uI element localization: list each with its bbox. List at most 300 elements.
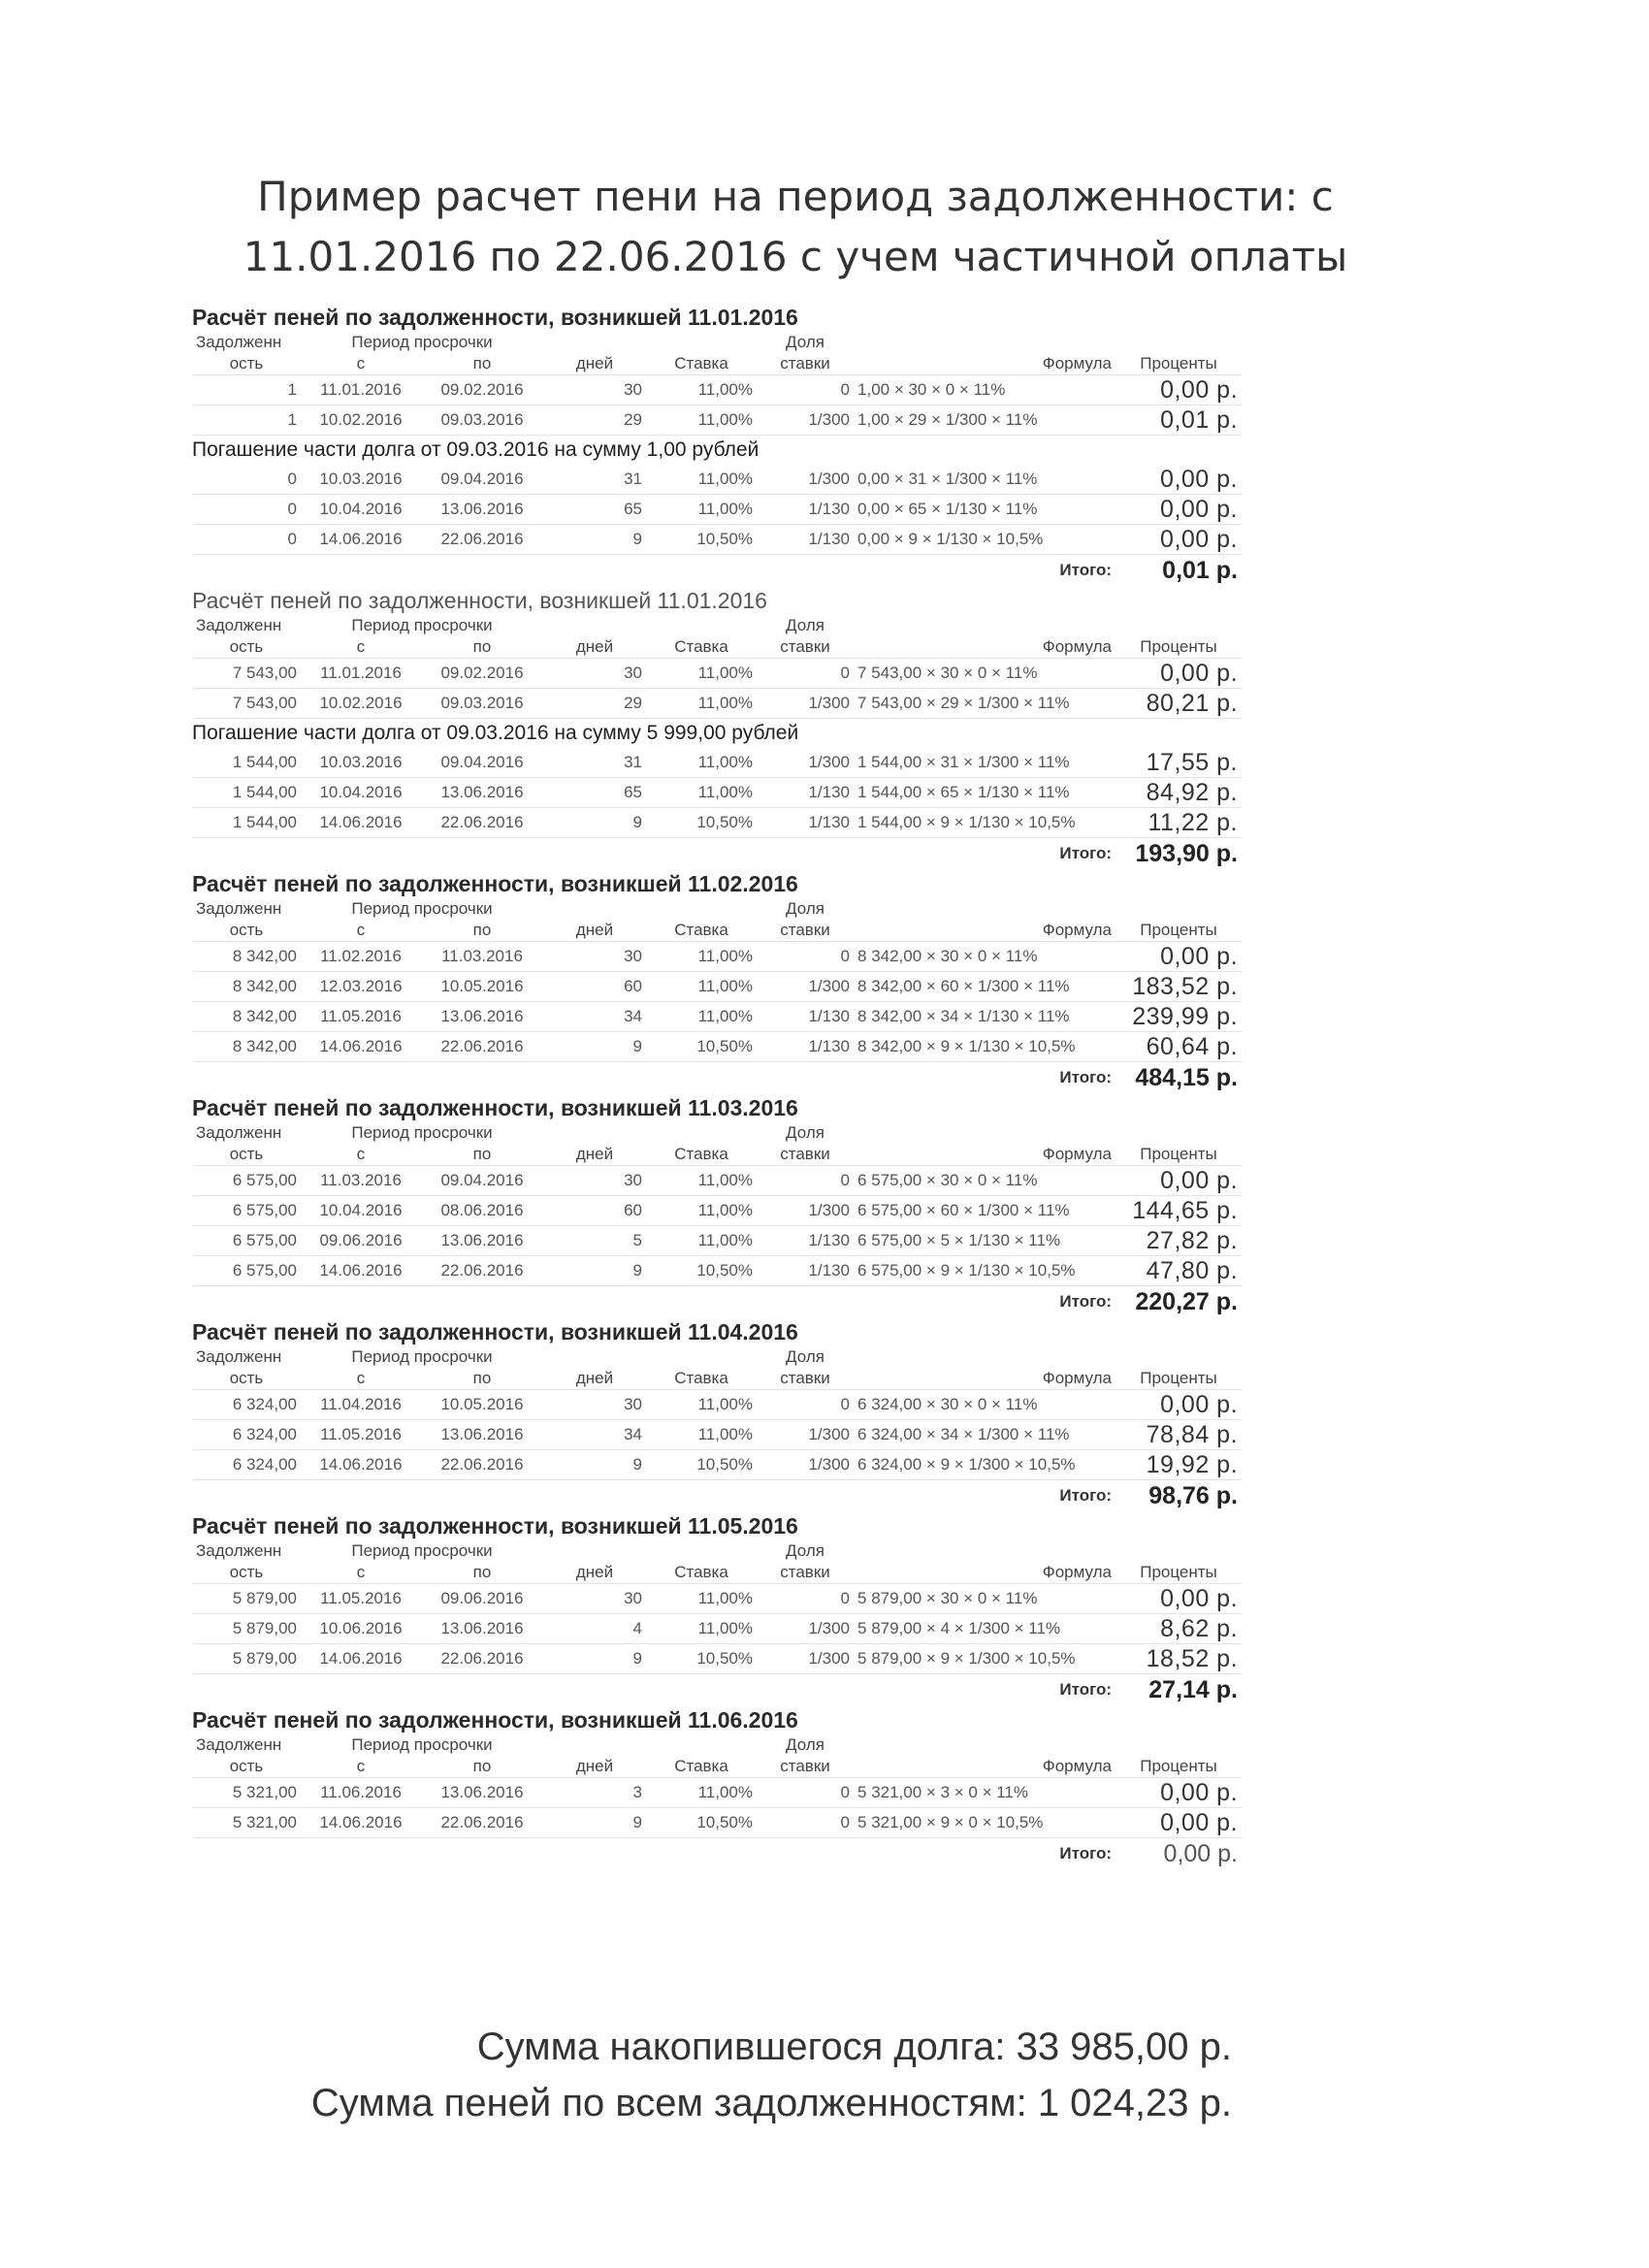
table-header <box>192 1368 1242 1390</box>
percent-cell: 60,64 р. <box>1116 1032 1242 1062</box>
total-value: 220,27 р. <box>1135 1288 1238 1315</box>
header-debt-2: ость <box>192 920 301 942</box>
share-cell: 1/130 <box>757 1226 854 1256</box>
header-from: с <box>301 1368 421 1390</box>
header-debt: Задолженн <box>196 1735 282 1754</box>
from-date-cell: 14.06.2016 <box>301 1256 421 1286</box>
from-date-cell: 14.06.2016 <box>301 1644 421 1674</box>
total-value: 27,14 р. <box>1148 1676 1238 1703</box>
header-share-2: ставки <box>757 920 854 942</box>
share-cell: 1/300 <box>757 972 854 1002</box>
header-to: по <box>421 1756 543 1778</box>
to-date-cell: 13.06.2016 <box>421 495 543 525</box>
formula-cell: 8 342,00 × 9 × 1/130 × 10,5% <box>854 1032 1116 1062</box>
from-date-cell: 12.03.2016 <box>301 972 421 1002</box>
percent-cell: 0,00 р. <box>1116 1166 1242 1196</box>
header-debt-2: ость <box>192 353 301 375</box>
days-cell: 9 <box>543 525 646 555</box>
to-date-cell: 13.06.2016 <box>421 1778 543 1808</box>
header-debt-2: ость <box>192 1368 301 1390</box>
header-share-2: ставки <box>757 636 854 659</box>
rate-cell: 11,00% <box>646 465 757 495</box>
to-date-cell: 22.06.2016 <box>421 1256 543 1286</box>
header-debt: Задолженн <box>196 333 282 351</box>
header-debt: Задолженн <box>196 1347 282 1366</box>
to-date-cell: 08.06.2016 <box>421 1196 543 1226</box>
percent-cell: 47,80 р. <box>1116 1256 1242 1286</box>
debt-cell: 6 324,00 <box>192 1420 301 1450</box>
from-date-cell: 10.02.2016 <box>301 689 421 719</box>
total-value: 193,90 р. <box>1135 840 1238 867</box>
days-cell: 29 <box>543 405 646 436</box>
rate-cell: 11,00% <box>646 1196 757 1226</box>
formula-cell: 6 575,00 × 30 × 0 × 11% <box>854 1166 1116 1196</box>
formula-cell: 6 324,00 × 9 × 1/300 × 10,5% <box>854 1450 1116 1480</box>
header-percent: Проценты <box>1116 353 1242 375</box>
to-date-cell: 13.06.2016 <box>421 778 543 808</box>
from-date-cell: 14.06.2016 <box>301 1808 421 1838</box>
total-label: Итого: <box>1059 1680 1112 1699</box>
from-date-cell: 11.01.2016 <box>301 375 421 405</box>
percent-cell: 78,84 р. <box>1116 1420 1242 1450</box>
section <box>192 1705 1242 1869</box>
formula-cell: 5 321,00 × 9 × 0 × 10,5% <box>854 1808 1116 1838</box>
rate-cell: 10,50% <box>646 1808 757 1838</box>
table-row <box>192 942 1242 972</box>
days-cell: 30 <box>543 1390 646 1420</box>
share-cell: 1/130 <box>757 1256 854 1286</box>
total-label: Итого: <box>1059 561 1112 579</box>
section <box>192 586 1242 869</box>
formula-cell: 0,00 × 31 × 1/300 × 11% <box>854 465 1116 495</box>
calculation-table <box>192 332 1242 436</box>
debt-cell: 1 544,00 <box>192 778 301 808</box>
total-row <box>192 1286 1242 1317</box>
total-label: Итого: <box>1059 1068 1112 1086</box>
percent-cell: 80,21 р. <box>1116 689 1242 719</box>
share-cell: 0 <box>757 1166 854 1196</box>
table-header <box>192 353 1242 375</box>
percent-cell: 0,00 р. <box>1116 1390 1242 1420</box>
header-formula: Формула <box>854 1756 1116 1778</box>
header-from: с <box>301 353 421 375</box>
header-days: дней <box>543 636 646 659</box>
rate-cell: 11,00% <box>646 1420 757 1450</box>
total-table <box>192 1838 1242 1869</box>
share-cell: 0 <box>757 942 854 972</box>
title-line-1: Пример расчет пени на период задолженности: с <box>257 173 1334 220</box>
table-row <box>192 405 1242 436</box>
formula-cell: 6 575,00 × 60 × 1/300 × 11% <box>854 1196 1116 1226</box>
table-header <box>192 898 1242 920</box>
debt-cell: 6 575,00 <box>192 1226 301 1256</box>
formula-cell: 6 324,00 × 30 × 0 × 11% <box>854 1390 1116 1420</box>
header-period: Период просрочки <box>351 1123 493 1142</box>
days-cell: 30 <box>543 375 646 405</box>
table-row <box>192 375 1242 405</box>
days-cell: 31 <box>543 748 646 778</box>
header-period: Период просрочки <box>351 1541 493 1560</box>
days-cell: 65 <box>543 778 646 808</box>
table-row <box>192 778 1242 808</box>
to-date-cell: 22.06.2016 <box>421 525 543 555</box>
days-cell: 4 <box>543 1614 646 1644</box>
days-cell: 5 <box>543 1226 646 1256</box>
page-title <box>184 167 1406 287</box>
header-period: Период просрочки <box>351 899 493 918</box>
header-share-2: ставки <box>757 1756 854 1778</box>
header-debt: Задолженн <box>196 1123 282 1142</box>
to-date-cell: 09.02.2016 <box>421 659 543 689</box>
header-to: по <box>421 1144 543 1166</box>
share-cell: 1/300 <box>757 689 854 719</box>
to-date-cell: 10.05.2016 <box>421 972 543 1002</box>
to-date-cell: 11.03.2016 <box>421 942 543 972</box>
header-debt: Задолженн <box>196 1541 282 1560</box>
debt-cell: 1 <box>192 375 301 405</box>
from-date-cell: 10.02.2016 <box>301 405 421 436</box>
calculation-table <box>192 1346 1242 1480</box>
section <box>192 1317 1242 1511</box>
total-table <box>192 555 1242 586</box>
table-row <box>192 1256 1242 1286</box>
table-row <box>192 1778 1242 1808</box>
header-share: Доля <box>786 1347 824 1366</box>
debt-cell: 7 543,00 <box>192 659 301 689</box>
calculation-document <box>192 303 1242 1869</box>
header-to: по <box>421 1368 543 1390</box>
table-header <box>192 1756 1242 1778</box>
share-cell: 1/130 <box>757 1032 854 1062</box>
from-date-cell: 14.06.2016 <box>301 525 421 555</box>
header-days: дней <box>543 1368 646 1390</box>
days-cell: 9 <box>543 1032 646 1062</box>
header-percent: Проценты <box>1116 636 1242 659</box>
share-cell: 1/130 <box>757 808 854 838</box>
formula-cell: 8 342,00 × 30 × 0 × 11% <box>854 942 1116 972</box>
total-table <box>192 1286 1242 1317</box>
percent-cell: 0,00 р. <box>1116 1808 1242 1838</box>
to-date-cell: 13.06.2016 <box>421 1002 543 1032</box>
section <box>192 869 1242 1093</box>
share-cell: 0 <box>757 1390 854 1420</box>
percent-cell: 84,92 р. <box>1116 778 1242 808</box>
days-cell: 9 <box>543 1644 646 1674</box>
header-debt-2: ость <box>192 1756 301 1778</box>
calculation-table <box>192 465 1242 555</box>
formula-cell: 1 544,00 × 9 × 1/130 × 10,5% <box>854 808 1116 838</box>
to-date-cell: 09.03.2016 <box>421 689 543 719</box>
header-debt-2: ость <box>192 1562 301 1584</box>
header-share-2: ставки <box>757 353 854 375</box>
days-cell: 9 <box>543 808 646 838</box>
total-label: Итого: <box>1059 844 1112 862</box>
total-table <box>192 1674 1242 1705</box>
section-title: Расчёт пеней по задолженности, возникшей 11.02.2016 <box>192 871 798 896</box>
rate-cell: 10,50% <box>646 1644 757 1674</box>
header-rate: Ставка <box>646 636 757 659</box>
debt-cell: 8 342,00 <box>192 972 301 1002</box>
to-date-cell: 09.03.2016 <box>421 405 543 436</box>
total-table <box>192 838 1242 869</box>
debt-cell: 0 <box>192 465 301 495</box>
header-share: Доля <box>786 899 824 918</box>
header-share: Доля <box>786 333 824 351</box>
rate-cell: 11,00% <box>646 1390 757 1420</box>
table-row <box>192 689 1242 719</box>
percent-cell: 183,52 р. <box>1116 972 1242 1002</box>
table-row <box>192 1390 1242 1420</box>
rate-cell: 11,00% <box>646 778 757 808</box>
header-share: Доля <box>786 1541 824 1560</box>
percent-cell: 0,00 р. <box>1116 525 1242 555</box>
penalty-total: Сумма пеней по всем задолженностям: 1 024,23 р. <box>310 2082 1232 2124</box>
rate-cell: 11,00% <box>646 1584 757 1614</box>
rate-cell: 11,00% <box>646 689 757 719</box>
to-date-cell: 09.02.2016 <box>421 375 543 405</box>
from-date-cell: 11.05.2016 <box>301 1420 421 1450</box>
section-title: Расчёт пеней по задолженности, возникшей 11.06.2016 <box>192 1707 798 1733</box>
to-date-cell: 22.06.2016 <box>421 1644 543 1674</box>
header-formula: Формула <box>854 920 1116 942</box>
to-date-cell: 09.04.2016 <box>421 1166 543 1196</box>
to-date-cell: 22.06.2016 <box>421 1808 543 1838</box>
calculation-table <box>192 1122 1242 1286</box>
formula-cell: 1,00 × 29 × 1/300 × 11% <box>854 405 1116 436</box>
debt-total: Сумма накопившегося долга: 33 985,00 р. <box>476 2025 1232 2068</box>
total-row <box>192 555 1242 586</box>
header-debt-2: ость <box>192 636 301 659</box>
formula-cell: 0,00 × 9 × 1/130 × 10,5% <box>854 525 1116 555</box>
header-percent: Проценты <box>1116 1562 1242 1584</box>
header-formula: Формула <box>854 1144 1116 1166</box>
debt-cell: 6 575,00 <box>192 1256 301 1286</box>
from-date-cell: 10.04.2016 <box>301 495 421 525</box>
percent-cell: 239,99 р. <box>1116 1002 1242 1032</box>
total-row <box>192 838 1242 869</box>
from-date-cell: 11.06.2016 <box>301 1778 421 1808</box>
formula-cell: 1,00 × 30 × 0 × 11% <box>854 375 1116 405</box>
formula-cell: 5 321,00 × 3 × 0 × 11% <box>854 1778 1116 1808</box>
header-formula: Формула <box>854 1562 1116 1584</box>
header-rate: Ставка <box>646 353 757 375</box>
share-cell: 0 <box>757 375 854 405</box>
debt-cell: 5 879,00 <box>192 1584 301 1614</box>
header-from: с <box>301 920 421 942</box>
partial-payment-note: Погашение части долга от 09.03.2016 на сумму 1,00 рублей <box>192 438 760 461</box>
partial-payment-note: Погашение части долга от 09.03.2016 на сумму 5 999,00 рублей <box>192 722 799 744</box>
title-line-2: 11.01.2016 по 22.06.2016 с учем частичной оплаты <box>242 233 1348 280</box>
rate-cell: 10,50% <box>646 525 757 555</box>
section <box>192 1093 1242 1317</box>
table-row <box>192 1614 1242 1644</box>
table-row <box>192 748 1242 778</box>
debt-cell: 1 544,00 <box>192 808 301 838</box>
total-row <box>192 1838 1242 1869</box>
header-from: с <box>301 1562 421 1584</box>
header-from: с <box>301 1756 421 1778</box>
table-header <box>192 1540 1242 1562</box>
debt-cell: 6 324,00 <box>192 1450 301 1480</box>
section-title: Расчёт пеней по задолженности, возникшей 11.03.2016 <box>192 1095 798 1120</box>
rate-cell: 11,00% <box>646 1226 757 1256</box>
percent-cell: 27,82 р. <box>1116 1226 1242 1256</box>
header-rate: Ставка <box>646 1562 757 1584</box>
from-date-cell: 11.04.2016 <box>301 1390 421 1420</box>
from-date-cell: 09.06.2016 <box>301 1226 421 1256</box>
total-label: Итого: <box>1059 1486 1112 1505</box>
header-percent: Проценты <box>1116 920 1242 942</box>
rate-cell: 11,00% <box>646 748 757 778</box>
from-date-cell: 14.06.2016 <box>301 808 421 838</box>
header-period: Период просрочки <box>351 333 493 351</box>
header-rate: Ставка <box>646 1756 757 1778</box>
to-date-cell: 22.06.2016 <box>421 808 543 838</box>
header-to: по <box>421 353 543 375</box>
share-cell: 1/300 <box>757 1450 854 1480</box>
from-date-cell: 10.03.2016 <box>301 465 421 495</box>
percent-cell: 11,22 р. <box>1116 808 1242 838</box>
debt-cell: 5 879,00 <box>192 1644 301 1674</box>
percent-cell: 19,92 р. <box>1116 1450 1242 1480</box>
rate-cell: 11,00% <box>646 942 757 972</box>
debt-cell: 6 575,00 <box>192 1166 301 1196</box>
rate-cell: 11,00% <box>646 495 757 525</box>
days-cell: 60 <box>543 1196 646 1226</box>
rate-cell: 10,50% <box>646 1450 757 1480</box>
percent-cell: 0,00 р. <box>1116 942 1242 972</box>
percent-cell: 17,55 р. <box>1116 748 1242 778</box>
formula-cell: 6 575,00 × 5 × 1/130 × 11% <box>854 1226 1116 1256</box>
header-percent: Проценты <box>1116 1756 1242 1778</box>
header-days: дней <box>543 1562 646 1584</box>
header-debt: Задолженн <box>196 899 282 918</box>
table-header <box>192 615 1242 636</box>
share-cell: 1/300 <box>757 1644 854 1674</box>
table-row <box>192 1166 1242 1196</box>
from-date-cell: 14.06.2016 <box>301 1450 421 1480</box>
days-cell: 30 <box>543 942 646 972</box>
calculation-table <box>192 1540 1242 1674</box>
header-share: Доля <box>786 1123 824 1142</box>
share-cell: 0 <box>757 659 854 689</box>
header-period: Период просрочки <box>351 1735 493 1754</box>
share-cell: 0 <box>757 1584 854 1614</box>
from-date-cell: 11.01.2016 <box>301 659 421 689</box>
from-date-cell: 14.06.2016 <box>301 1032 421 1062</box>
table-row <box>192 1196 1242 1226</box>
header-to: по <box>421 1562 543 1584</box>
days-cell: 9 <box>543 1450 646 1480</box>
header-share-2: ставки <box>757 1562 854 1584</box>
header-to: по <box>421 920 543 942</box>
to-date-cell: 22.06.2016 <box>421 1450 543 1480</box>
table-header <box>192 1734 1242 1756</box>
debt-cell: 0 <box>192 495 301 525</box>
rate-cell: 10,50% <box>646 808 757 838</box>
rate-cell: 11,00% <box>646 1778 757 1808</box>
to-date-cell: 13.06.2016 <box>421 1226 543 1256</box>
days-cell: 9 <box>543 1808 646 1838</box>
rate-cell: 11,00% <box>646 1614 757 1644</box>
calculation-table <box>192 748 1242 838</box>
formula-cell: 5 879,00 × 9 × 1/300 × 10,5% <box>854 1644 1116 1674</box>
to-date-cell: 09.06.2016 <box>421 1584 543 1614</box>
days-cell: 30 <box>543 1584 646 1614</box>
percent-cell: 144,65 р. <box>1116 1196 1242 1226</box>
from-date-cell: 10.03.2016 <box>301 748 421 778</box>
table-row <box>192 659 1242 689</box>
calculation-table <box>192 615 1242 719</box>
table-header <box>192 332 1242 353</box>
rate-cell: 11,00% <box>646 405 757 436</box>
formula-cell: 8 342,00 × 60 × 1/300 × 11% <box>854 972 1116 1002</box>
to-date-cell: 10.05.2016 <box>421 1390 543 1420</box>
table-row <box>192 465 1242 495</box>
share-cell: 0 <box>757 1808 854 1838</box>
days-cell: 34 <box>543 1420 646 1450</box>
header-rate: Ставка <box>646 920 757 942</box>
header-share: Доля <box>786 1735 824 1754</box>
table-header <box>192 1562 1242 1584</box>
from-date-cell: 11.03.2016 <box>301 1166 421 1196</box>
header-period: Период просрочки <box>351 616 493 634</box>
from-date-cell: 11.05.2016 <box>301 1584 421 1614</box>
header-days: дней <box>543 353 646 375</box>
formula-cell: 5 879,00 × 30 × 0 × 11% <box>854 1584 1116 1614</box>
days-cell: 30 <box>543 1166 646 1196</box>
rate-cell: 11,00% <box>646 659 757 689</box>
debt-cell: 0 <box>192 525 301 555</box>
table-row <box>192 1032 1242 1062</box>
total-label: Итого: <box>1059 1292 1112 1311</box>
table-row <box>192 972 1242 1002</box>
rate-cell: 10,50% <box>646 1032 757 1062</box>
header-days: дней <box>543 1144 646 1166</box>
formula-cell: 1 544,00 × 65 × 1/130 × 11% <box>854 778 1116 808</box>
formula-cell: 5 879,00 × 4 × 1/300 × 11% <box>854 1614 1116 1644</box>
table-header <box>192 1144 1242 1166</box>
section-title: Расчёт пеней по задолженности, возникшей 11.01.2016 <box>192 305 798 330</box>
share-cell: 1/300 <box>757 1196 854 1226</box>
to-date-cell: 09.04.2016 <box>421 748 543 778</box>
header-to: по <box>421 636 543 659</box>
percent-cell: 0,00 р. <box>1116 465 1242 495</box>
percent-cell: 0,00 р. <box>1116 1584 1242 1614</box>
table-row <box>192 1644 1242 1674</box>
days-cell: 31 <box>543 465 646 495</box>
total-value: 0,00 р. <box>1163 1840 1238 1867</box>
header-formula: Формула <box>854 1368 1116 1390</box>
table-row <box>192 1808 1242 1838</box>
header-rate: Ставка <box>646 1368 757 1390</box>
share-cell: 1/130 <box>757 778 854 808</box>
section-title: Расчёт пеней по задолженности, возникшей 11.04.2016 <box>192 1319 798 1345</box>
days-cell: 65 <box>543 495 646 525</box>
percent-cell: 0,00 р. <box>1116 1778 1242 1808</box>
total-row <box>192 1062 1242 1093</box>
total-row <box>192 1674 1242 1705</box>
debt-cell: 5 879,00 <box>192 1614 301 1644</box>
rate-cell: 11,00% <box>646 1002 757 1032</box>
debt-cell: 5 321,00 <box>192 1808 301 1838</box>
total-value: 98,76 р. <box>1148 1482 1238 1509</box>
header-percent: Проценты <box>1116 1368 1242 1390</box>
from-date-cell: 11.05.2016 <box>301 1002 421 1032</box>
from-date-cell: 10.04.2016 <box>301 778 421 808</box>
to-date-cell: 22.06.2016 <box>421 1032 543 1062</box>
table-row <box>192 1002 1242 1032</box>
